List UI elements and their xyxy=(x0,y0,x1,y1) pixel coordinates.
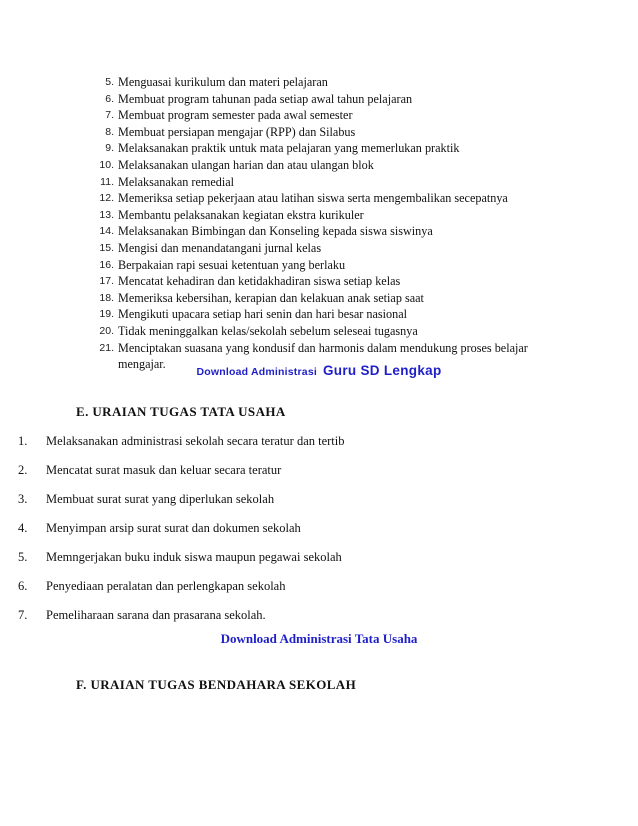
list-item-number: 7. xyxy=(18,608,28,622)
list-item-text: Menguasai kurikulum dan materi pelajaran xyxy=(118,75,328,89)
list-item xyxy=(87,74,567,91)
list-item-text: Tidak meninggalkan kelas/sekolah sebelum seleseai tugasnya xyxy=(118,323,418,338)
list-item-number: 16. xyxy=(99,258,114,271)
download-link-part1[interactable]: Download Administrasi xyxy=(196,366,317,378)
list-item xyxy=(87,207,567,224)
list-item-text: Menyimpan arsip surat surat dan dokumen sekolah xyxy=(46,521,301,535)
list-item-text: Penyediaan peralatan dan perlengkapan sekolah xyxy=(46,579,286,593)
list-item-number: 18. xyxy=(99,291,114,304)
list-item xyxy=(87,107,567,124)
list-item-number: 4. xyxy=(18,521,28,535)
list-item-number: 5. xyxy=(105,76,114,88)
list-item xyxy=(87,306,567,323)
list-item-text: Mengisi dan menandatangani jurnal kelas xyxy=(118,240,322,255)
list-item-text: Mengikuti upacara setiap hari senin dan hari besar nasional xyxy=(118,307,408,322)
list-item-number: 3. xyxy=(18,492,28,506)
list-item-number: 7. xyxy=(105,109,114,122)
list-item xyxy=(18,491,578,520)
download-admin-guru-sd-link[interactable] xyxy=(0,362,638,380)
list-item-number: 14. xyxy=(99,225,114,238)
list-item xyxy=(87,190,567,207)
list-item-number: 17. xyxy=(99,275,114,288)
list-item-number: 1. xyxy=(18,434,28,448)
list-item-number: 2. xyxy=(18,463,28,477)
list-item-number: 20. xyxy=(99,324,114,337)
tata-usaha-duties-list xyxy=(18,433,578,636)
list-item xyxy=(87,240,567,257)
list-item-text: Melaksanakan praktik untuk mata pelajaran yang memerlukan praktik xyxy=(118,141,460,156)
list-item xyxy=(87,174,567,191)
list-item xyxy=(18,578,578,607)
list-item-text: Memngerjakan buku induk siswa maupun pegawai sekolah xyxy=(46,550,342,564)
list-item xyxy=(87,257,567,274)
list-item-text: Memeriksa kebersihan, kerapian dan kelakuan anak setiap saat xyxy=(118,290,424,305)
list-item-number: 19. xyxy=(99,308,114,321)
list-item-text: Berpakaian rapi sesuai ketentuan yang berlaku xyxy=(118,257,346,272)
list-item-text: Pemeliharaan sarana dan prasarana sekolah. xyxy=(46,608,266,622)
download-link-part2[interactable]: Guru SD Lengkap xyxy=(322,363,442,378)
list-item xyxy=(87,323,567,340)
list-item-text: Melaksanakan Bimbingan dan Konseling kepada siswa siswinya xyxy=(118,224,433,239)
list-item-number: 11. xyxy=(100,175,114,188)
list-item-number: 15. xyxy=(99,241,114,254)
list-item-text: Membuat surat surat yang diperlukan sekolah xyxy=(46,492,275,506)
list-item-text: Menciptakan suasana yang kondusif dan harmonis dalam mendukung proses belajar mengajar. xyxy=(118,340,528,372)
list-item-text: Melaksanakan remedial xyxy=(118,174,235,189)
list-item xyxy=(87,91,567,108)
list-item-text: Mencatat kehadiran dan ketidakhadiran siswa setiap kelas xyxy=(118,274,401,289)
list-item-number: 6. xyxy=(18,579,28,593)
list-item-text: Membuat persiapan mengajar (RPP) dan Silabus xyxy=(118,124,356,139)
list-item-number: 13. xyxy=(99,208,114,221)
list-item xyxy=(87,124,567,141)
list-item-number: 9. xyxy=(105,142,114,155)
list-item-text: Membuat program semester pada awal semester xyxy=(118,108,353,123)
list-item-text: Melaksanakan ulangan harian dan atau ulangan blok xyxy=(118,157,374,172)
list-item-text: Membantu pelaksanakan kegiatan ekstra kurikuler xyxy=(118,207,364,222)
list-item xyxy=(18,549,578,578)
list-item-number: 5. xyxy=(18,550,28,564)
list-item-number: 21. xyxy=(99,341,114,354)
list-item-text: Memeriksa setiap pekerjaan atau latihan siswa serta mengembalikan secepatnya xyxy=(118,191,508,206)
list-item xyxy=(18,462,578,491)
section-f-heading: F. URAIAN TUGAS BENDAHARA SEKOLAH xyxy=(76,677,357,692)
list-item xyxy=(87,290,567,307)
list-item-number: 8. xyxy=(105,125,114,138)
list-item-text: Membuat program tahunan pada setiap awal tahun pelajaran xyxy=(118,91,413,106)
section-e-heading: E. URAIAN TUGAS TATA USAHA xyxy=(76,404,286,419)
list-item xyxy=(87,157,567,174)
list-item-number: 6. xyxy=(105,92,114,105)
list-item-text: Mencatat surat masuk dan keluar secara teratur xyxy=(46,463,282,477)
list-item xyxy=(87,140,567,157)
list-item xyxy=(18,520,578,549)
list-item xyxy=(87,223,567,240)
list-item xyxy=(18,433,578,462)
download-admin-tata-usaha-link[interactable]: Download Administrasi Tata Usaha xyxy=(220,631,418,646)
list-item-number: 10. xyxy=(99,158,114,171)
teacher-duties-list xyxy=(87,74,567,373)
list-item-text: Melaksanakan administrasi sekolah secara teratur dan tertib xyxy=(46,434,345,448)
list-item-number: 12. xyxy=(99,192,114,205)
list-item xyxy=(87,273,567,290)
